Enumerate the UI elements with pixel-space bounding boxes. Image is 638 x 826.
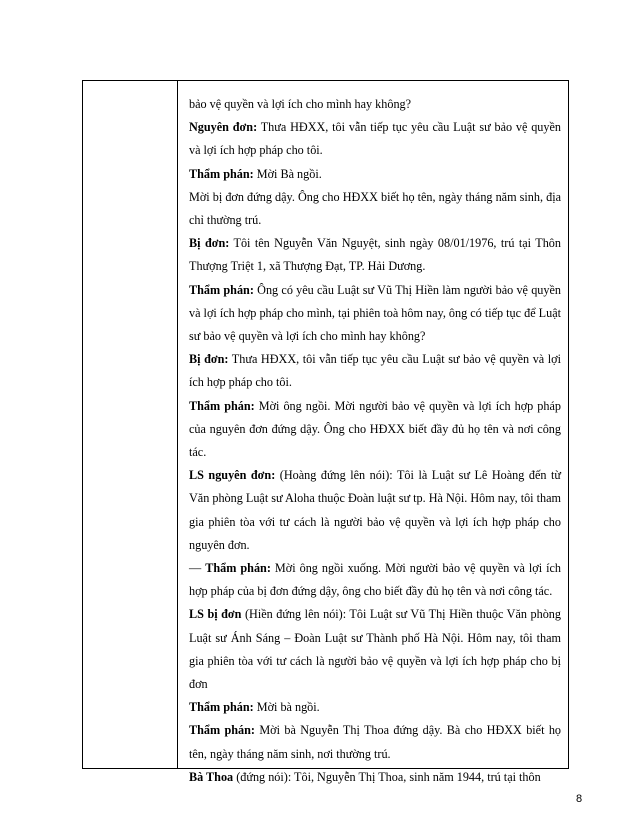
transcript-table xyxy=(82,80,569,784)
paragraph-text: Mời Bà ngồi. xyxy=(253,166,322,181)
paragraph-text: Ông có yêu cầu Luật sư Vũ Thị Hiền làm người bảo vệ quyền và lợi ích hợp pháp cho mình, tại phiên toà hôm nay, ông có tiếp tục để Luật sư bảo vệ quyền và lợi ích cho mình hay không? xyxy=(189,282,562,344)
speaker-label: LS nguyên đơn: xyxy=(189,468,276,483)
paragraph xyxy=(189,696,561,719)
paragraph-text: (Hiền đứng lên nói): Tôi Luật sư Vũ Thị Hiền thuộc Văn phòng Luật sư Ánh Sáng – Đoàn Luật sư Thành phố Hà Nội. Hôm nay, tôi tham gia phiên tòa với tư cách là người bảo vệ quyền và lợi ích hợp pháp cho bị đơn xyxy=(189,607,561,692)
paragraph-text: Mời ông ngồi xuống. Mời người bảo vệ quyền và lợi ích hợp pháp của bị đơn đứng dậy, ông cho biết đầy đủ họ tên và nơi công tác. xyxy=(189,561,562,599)
speaker-label: Thẩm phán: xyxy=(189,723,255,738)
speaker-label: LS bị đơn xyxy=(189,607,242,622)
paragraph-text: bảo vệ quyền và lợi ích cho mình hay không? xyxy=(189,97,412,111)
paragraph xyxy=(189,557,561,603)
paragraph-text: Thưa HĐXX, tôi vẫn tiếp tục yêu cầu Luật sư bảo vệ quyền và lợi ích hợp pháp cho tôi. xyxy=(189,120,561,158)
paragraph xyxy=(189,395,561,465)
speaker-label: Nguyên đơn: xyxy=(189,120,258,135)
paragraph-text: Mời bà Nguyễn Thị Thoa đứng dậy. Bà cho HĐXX biết họ tên, ngày tháng năm sinh, nơi thường trú. xyxy=(189,723,562,761)
paragraph-text: Mời bị đơn đứng dậy. Ông cho HĐXX biết họ tên, ngày tháng năm sinh, địa chỉ thường trú. xyxy=(189,189,561,228)
paragraph xyxy=(189,464,561,557)
speaker-label: Thẩm phán: xyxy=(189,282,254,297)
paragraph xyxy=(189,93,561,116)
paragraph xyxy=(189,766,561,789)
paragraph xyxy=(189,232,561,278)
dash-prefix: — xyxy=(189,561,206,576)
paragraph-text: Mời bà ngồi. xyxy=(253,700,320,715)
column-divider xyxy=(177,81,178,768)
speaker-label: Thẩm phán: xyxy=(189,398,255,413)
speaker-label: Thẩm phán: xyxy=(189,166,254,181)
paragraph xyxy=(189,719,561,765)
paragraph-text: Mời ông ngồi. Mời người bảo vệ quyền và lợi ích hợp pháp của nguyên đơn đứng dậy. Ông cho HĐXX biết đầy đủ họ tên và nơi công tác. xyxy=(189,398,561,460)
speaker-label: Bà Thoa xyxy=(189,769,234,784)
page-number: 8 xyxy=(576,793,583,805)
speaker-label: Thẩm phán: xyxy=(189,700,254,715)
speaker-label: Bị đơn: xyxy=(189,236,230,251)
paragraph-text: Thưa HĐXX, tôi vẫn tiếp tục yêu cầu Luật sư bảo vệ quyền và lợi ích hợp pháp cho tôi. xyxy=(189,352,561,390)
paragraph xyxy=(189,279,561,349)
paragraph xyxy=(189,348,561,394)
paragraph-text: (đứng nói): Tôi, Nguyễn Thị Thoa, sinh năm 1944, trú tại thôn xyxy=(233,769,541,784)
paragraph-text: Tôi tên Nguyễn Văn Nguyệt, sinh ngày 08/01/1976, trú tại Thôn Thượng Triệt 1, xã Thượng Đạt, TP. Hải Dương. xyxy=(189,236,561,274)
speaker-label: Bị đơn: xyxy=(189,352,229,367)
speaker-label: Thẩm phán: xyxy=(205,561,271,576)
transcript-content xyxy=(189,93,561,789)
paragraph xyxy=(189,163,561,186)
paragraph xyxy=(189,603,561,696)
paragraph xyxy=(189,186,561,232)
paragraph-text: (Hoàng đứng lên nói): Tôi là Luật sư Lê Hoàng đến từ Văn phòng Luật sư Aloha thuộc Đoàn luật sư tp. Hà Nội. Hôm nay, tôi tham gia phiên tòa với tư cách là người bảo vệ quyền và lợi ích hợp pháp cho nguyên đơn. xyxy=(189,468,561,552)
paragraph xyxy=(189,116,561,162)
